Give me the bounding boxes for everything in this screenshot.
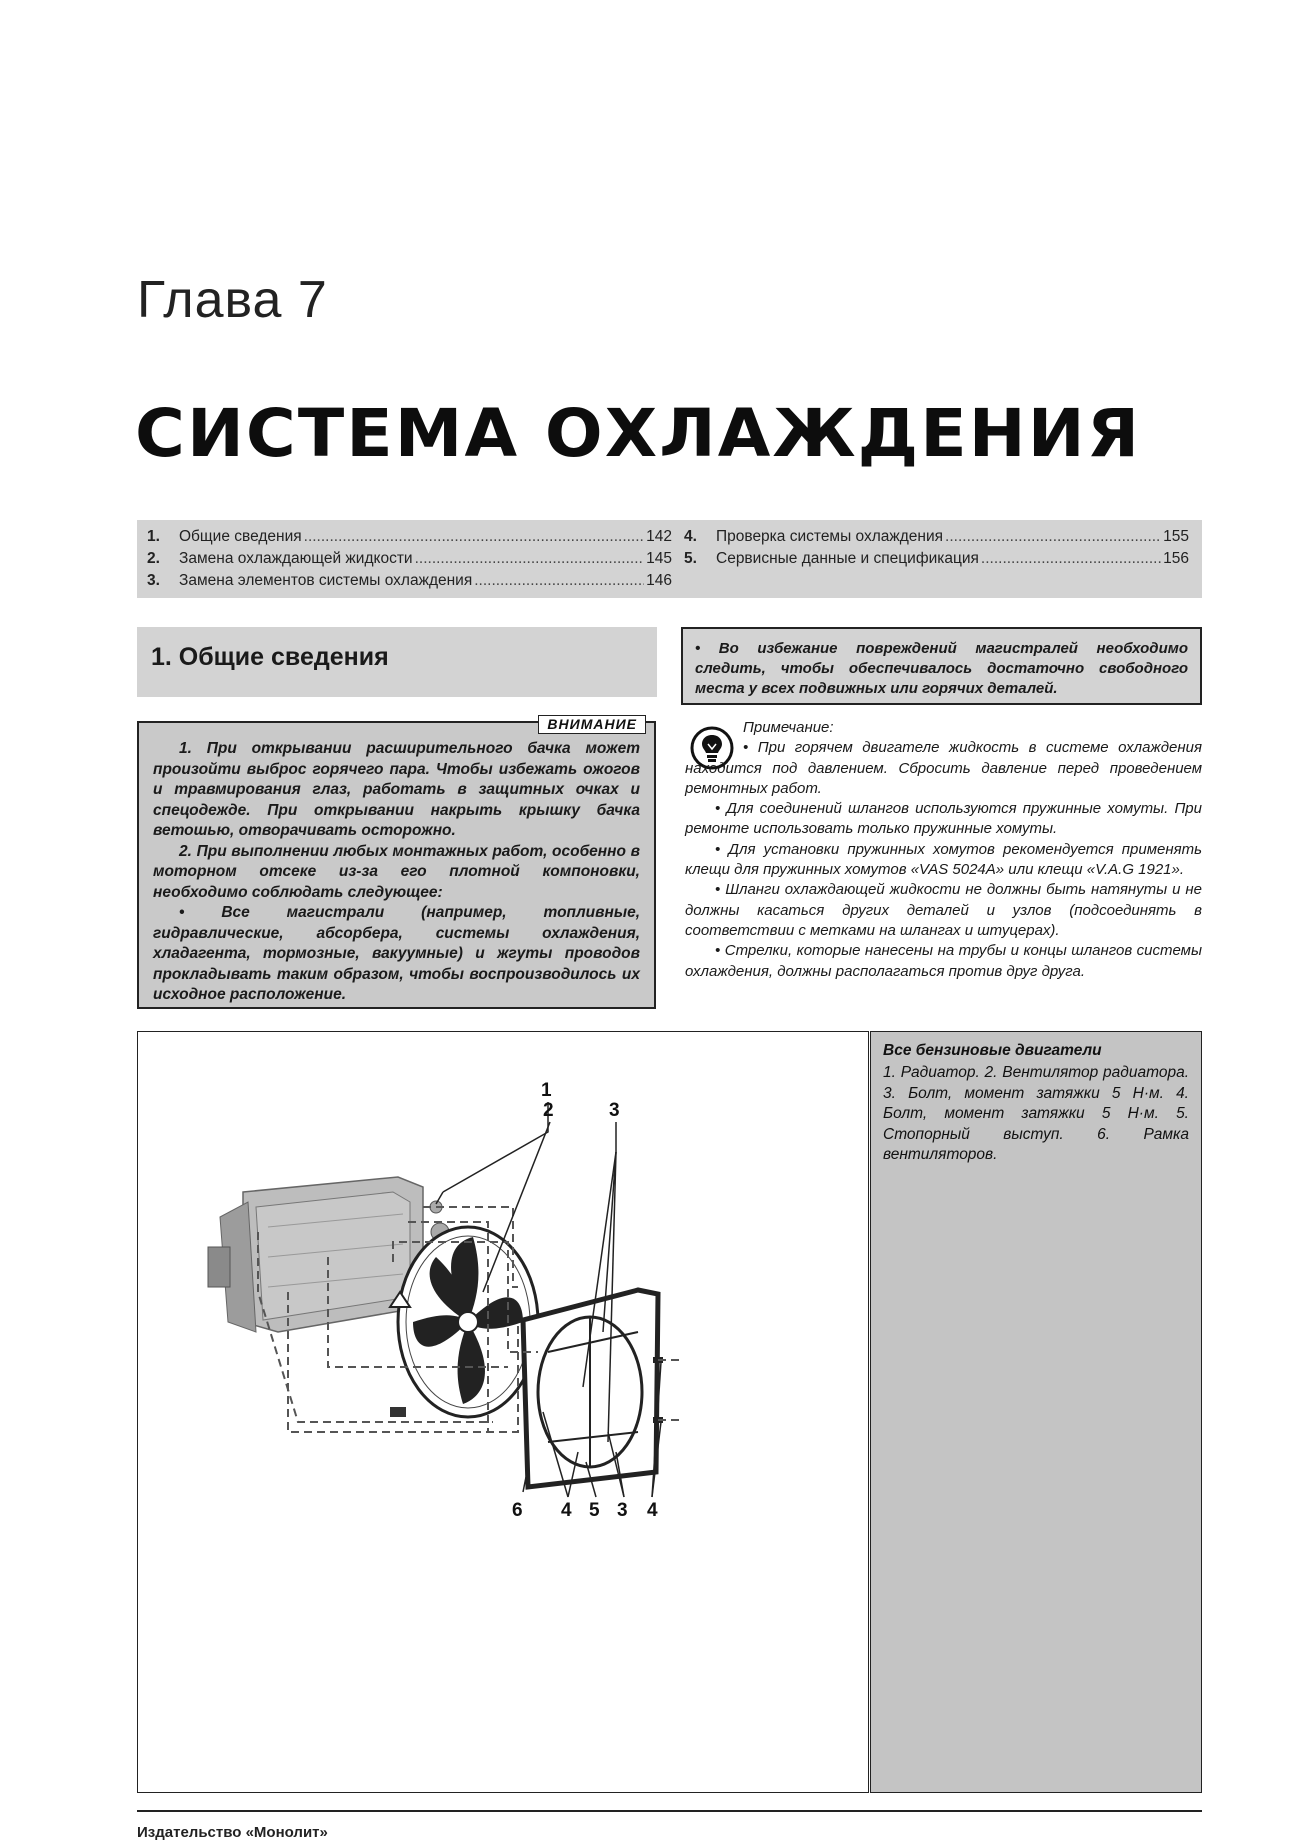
callout-3b: 3 [617, 1500, 628, 1521]
footer-divider [137, 1810, 1202, 1812]
table-of-contents [137, 520, 1202, 598]
toc-leader [945, 526, 1161, 548]
attention-paragraph: 1. При открывании расширительного бачка может произойти выброс горячего пара. Чтобы избежать ожогов и травмирования глаз, работать в защитных очках и спецодежде. При открывании накрыть крышку бачка ветошью, отворачивать осторожно. [153, 740, 640, 839]
caption-title: Все бензиновые двигатели [883, 1042, 1102, 1059]
toc-item[interactable] [147, 548, 672, 570]
toc-item-page: 156 [1163, 550, 1189, 567]
attention-paragraph: • Все магистрали (например, топливные, гидравлические, абсорбера, системы охлаждения, хладагента, тормозные, вакуумные) и жгуты проводов прокладывать таким образом, чтобы воспроизводилось их исходное расположение. [153, 904, 640, 1003]
toc-item[interactable] [684, 526, 1189, 548]
cooling-system-diagram [138, 1032, 867, 1791]
toc-left-column [147, 526, 672, 592]
attention-text [153, 739, 640, 1006]
toc-leader [415, 548, 645, 570]
figure-frame [137, 1031, 869, 1793]
toc-item-title: Замена элементов системы охлаждения [179, 572, 473, 589]
callout-5: 5 [589, 1500, 600, 1521]
toc-item-number: 4. [684, 528, 697, 545]
toc-item-number: 2. [147, 550, 160, 567]
note-item: • Для соединений шлангов используются пружинные хомуты. При ремонте использовать только пружинные хомуты. [685, 800, 1202, 838]
toc-leader [981, 548, 1161, 570]
note-title: Примечание: [743, 719, 834, 736]
warning-box [681, 627, 1202, 705]
chapter-label: Глава 7 [137, 271, 328, 329]
attention-badge: ВНИМАНИЕ [538, 715, 646, 734]
caption-text: 1. Радиатор. 2. Вентилятор радиатора. 3. Болт, момент затяжки 5 Н·м. 4. Болт, момент затяжки 5 Н·м. 5. Стопорный выступ. 6. Рамка вентиляторов. [883, 1064, 1189, 1163]
callout-1: 1 [541, 1080, 552, 1101]
toc-right-column [684, 526, 1189, 570]
callout-3: 3 [609, 1100, 620, 1121]
toc-item-title: Замена охлаждающей жидкости [179, 550, 413, 567]
figure-caption-box [870, 1031, 1202, 1793]
note-item: • Шланги охлаждающей жидкости не должны быть натянуты и не должны касаться других деталей и узлов (подсоединять в соответствии с метками на шлангах и штуцерах). [685, 881, 1202, 939]
toc-item[interactable] [147, 570, 672, 592]
toc-leader [304, 526, 644, 548]
toc-item-page: 155 [1163, 528, 1189, 545]
callout-6: 6 [512, 1500, 523, 1521]
chapter-title: СИСТЕМА ОХЛАЖДЕНИЯ [135, 395, 1142, 472]
callout-2: 2 [543, 1100, 554, 1121]
attention-paragraph: 2. При выполнении любых монтажных работ, особенно в моторном отсеке из-за его плотной компоновки, необходимо соблюдать следующее: [153, 842, 640, 901]
section-title: 1. Общие сведения [151, 643, 389, 671]
note-block [685, 718, 1202, 982]
warning-text: • Во избежание повреждений магистралей необходимо следить, чтобы обеспечивалось достаточно свободного места у всех подвижных или горячих деталей. [695, 640, 1188, 697]
note-item: • Стрелки, которые нанесены на трубы и концы шлангов системы охлаждения, должны располагаться против друг друга. [685, 942, 1202, 980]
toc-item[interactable] [684, 548, 1189, 570]
toc-item-page: 146 [646, 572, 672, 589]
publisher-footer: Издательство «Монолит» [137, 1824, 328, 1841]
toc-item-title: Сервисные данные и спецификация [716, 550, 979, 567]
toc-leader [474, 570, 644, 592]
toc-item-number: 5. [684, 550, 697, 567]
toc-item-page: 145 [646, 550, 672, 567]
toc-item-page: 142 [646, 528, 672, 545]
toc-item-title: Общие сведения [179, 528, 302, 545]
callout-4: 4 [561, 1500, 572, 1521]
callout-4b: 4 [647, 1500, 658, 1521]
attention-box [137, 716, 656, 1009]
toc-item-number: 1. [147, 528, 160, 545]
toc-item[interactable] [147, 526, 672, 548]
toc-item-number: 3. [147, 572, 160, 589]
toc-item-title: Проверка системы охлаждения [716, 528, 944, 545]
note-item: • При горячем двигателе жидкость в системе охлаждения находится под давлением. Сбросить давление перед проведением ремонтных работ. [685, 739, 1202, 797]
note-item: • Для установки пружинных хомутов рекомендуется применять клещи для пружинных хомутов «VAS 5024A» или клещи «V.A.G 1921». [685, 840, 1202, 879]
section-heading-box [137, 627, 657, 697]
